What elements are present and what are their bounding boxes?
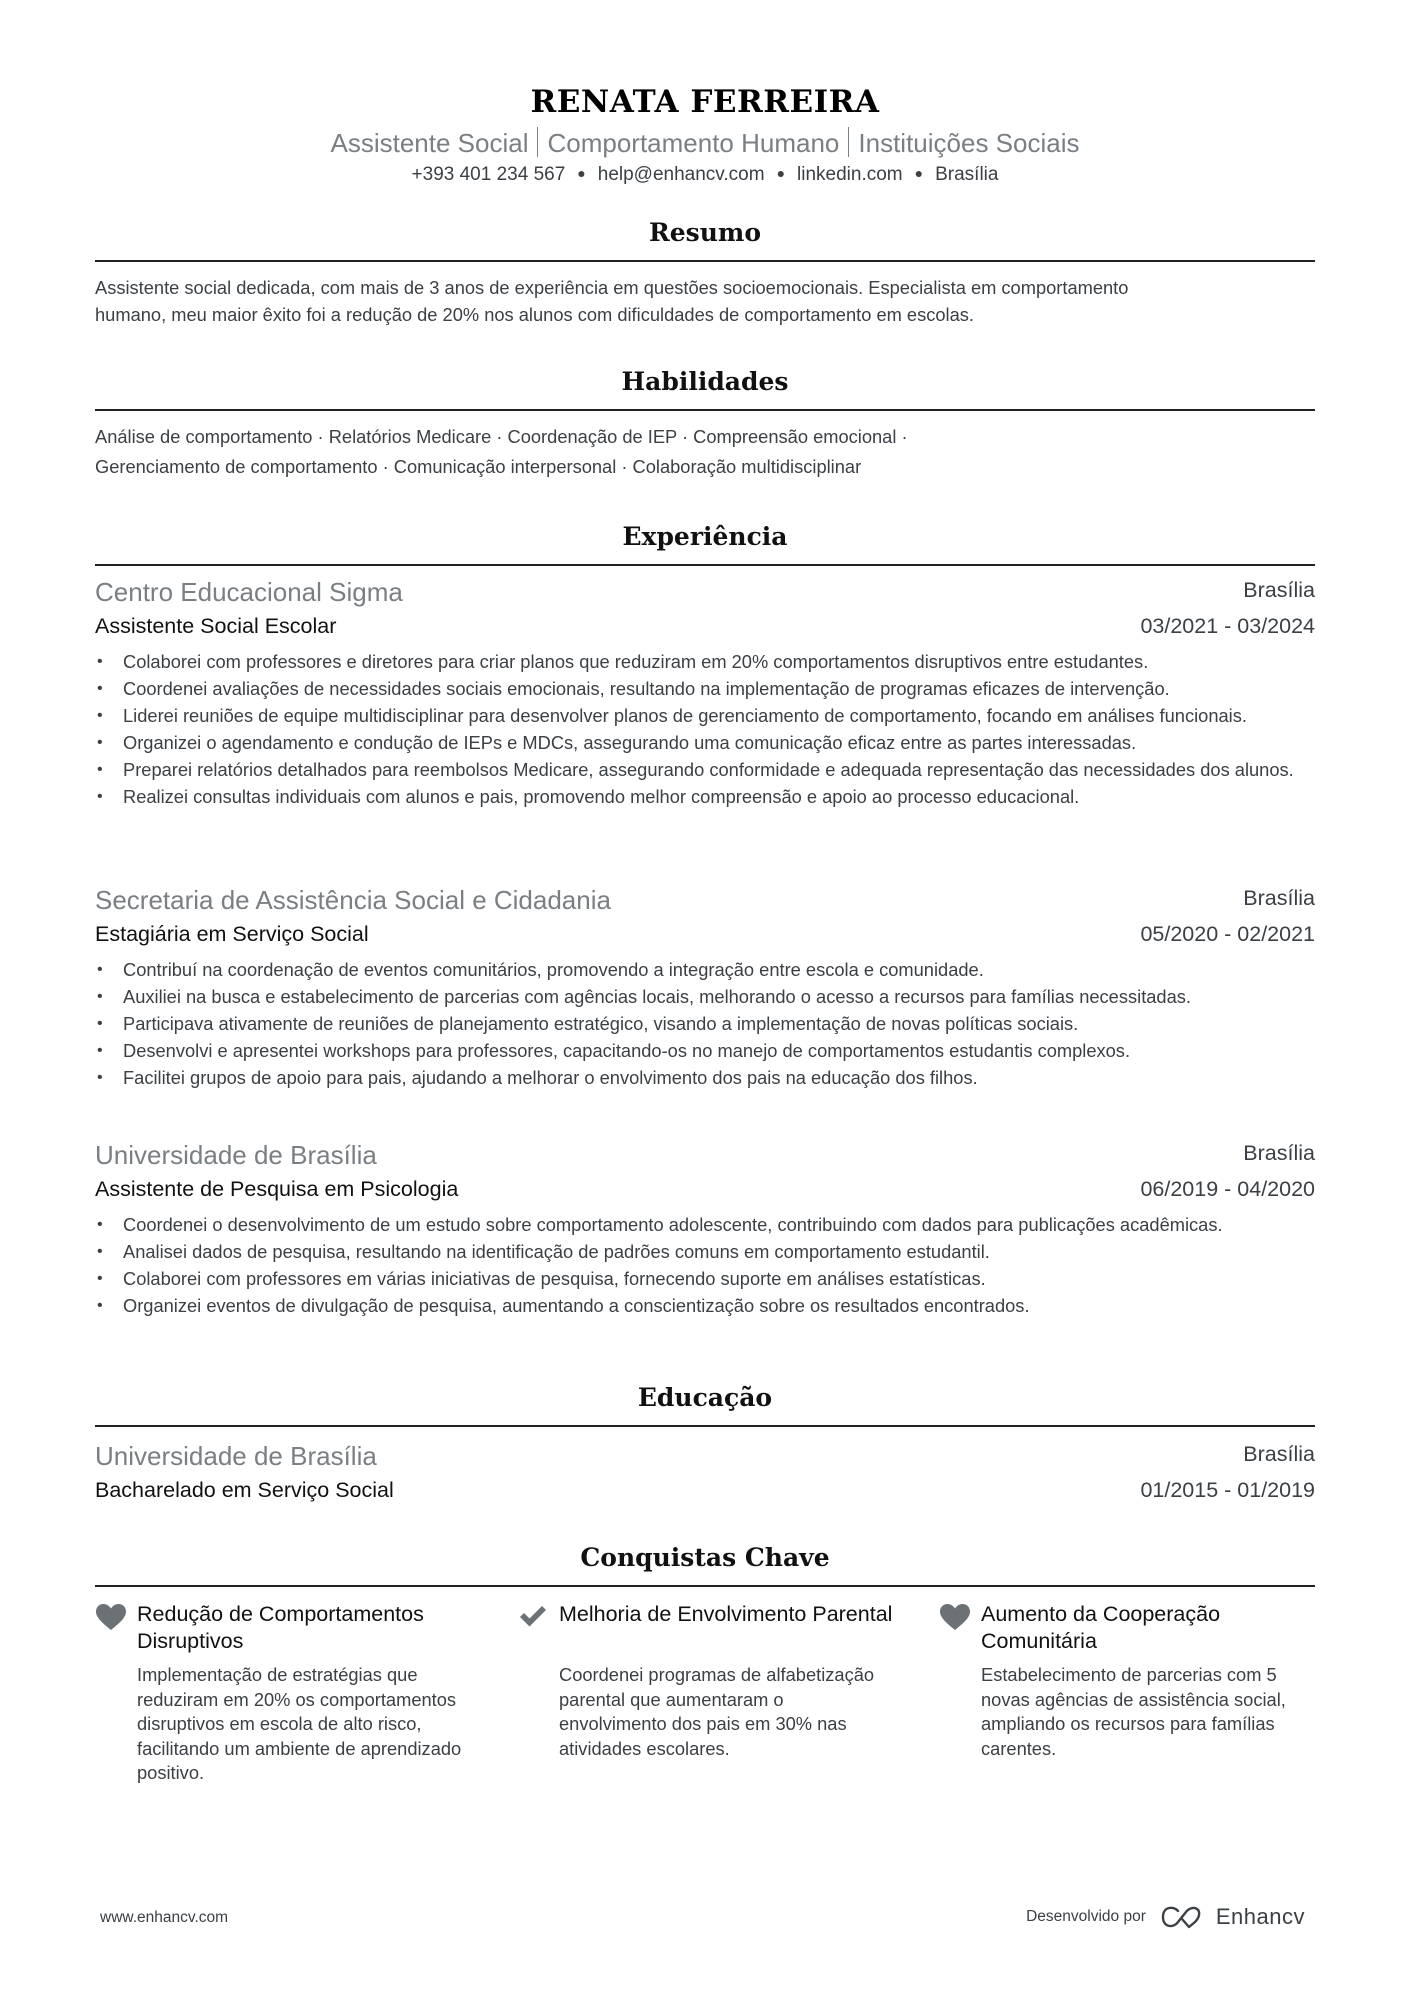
job-dates: 05/2020 - 02/2021 [1140, 922, 1315, 946]
achievement-description: Coordenei programas de alfabetização parental que aumentaram o envolvimento dos pais em 30% nas atividades escolares. [559, 1664, 875, 1759]
bullet-item: • Realizei consultas individuais com alunos e pais, promovendo melhor compreensão e apoio ao processo educacional. [123, 783, 1315, 810]
title-part: Instituições Sociais [858, 128, 1080, 158]
job-bullets [95, 956, 1315, 1091]
skills-line: Gerenciamento de comportamento · Comunicação interpersonal · Colaboração multidisciplinar [95, 456, 862, 477]
degree: Bacharelado em Serviço Social [95, 1478, 394, 1502]
company-name: Universidade de Brasília [95, 1140, 377, 1170]
bullet-item: • Colaborei com professores e diretores para criar planos que reduziram em 20% comportamentos disruptivos entre estudantes. [123, 648, 1315, 675]
section-divider [95, 409, 1315, 411]
company-name: Centro Educacional Sigma [95, 577, 403, 607]
checkmark-icon [517, 1603, 549, 1631]
bullet-item: • Auxiliei na busca e estabelecimento de parcerias com agências locais, melhorando o acesso a recursos para famílias necessitadas. [123, 983, 1315, 1010]
summary-line: Assistente social dedicada, com mais de 3 anos de experiência em questões socioemocionais. Especialista em comportamento [95, 277, 1129, 298]
footer-branding[interactable] [1026, 1904, 1305, 1930]
footer-website-link[interactable]: www.enhancv.com [100, 1909, 229, 1926]
achievement-title: Melhoria de Envolvimento Parental [559, 1602, 893, 1626]
job-dates: 03/2021 - 03/2024 [1140, 614, 1315, 638]
brand-name: Enhancv [1215, 1904, 1305, 1929]
title-separator [537, 127, 538, 157]
title-part: Comportamento Humano [547, 128, 840, 158]
job-dates: 06/2019 - 04/2020 [1140, 1177, 1315, 1201]
bullet-item: • Colaborei com professores em várias iniciativas de pesquisa, fornecendo suporte em análises estatísticas. [123, 1265, 1315, 1292]
phone: +393 401 234 567 [411, 164, 566, 185]
job-location: Brasília [1243, 1141, 1315, 1165]
bullet-item: • Participava ativamente de reuniões de planejamento estratégico, visando a implementação de novas políticas sociais. [123, 1010, 1315, 1037]
separator-dot: ● [776, 165, 786, 181]
heart-icon [939, 1603, 971, 1631]
job-bullets [95, 1211, 1315, 1319]
job-location: Brasília [1243, 886, 1315, 910]
candidate-name: RENATA FERREIRA [530, 84, 880, 120]
skills-line: Análise de comportamento · Relatórios Medicare · Coordenação de IEP · Compreensão emocional · [95, 426, 908, 447]
section-heading-achievements: Conquistas Chave [580, 1543, 830, 1572]
bullet-item: • Facilitei grupos de apoio para pais, ajudando a melhorar o envolvimento dos pais na educação dos filhos. [123, 1064, 1315, 1091]
achievement-description: Estabelecimento de parcerias com 5 novas agências de assistência social, ampliando os recursos para famílias carentes. [981, 1664, 1286, 1759]
section-divider [95, 564, 1315, 566]
heart-icon [95, 1603, 127, 1631]
bullet-item: • Desenvolvi e apresentei workshops para professores, capacitando-os no manejo de comportamentos estudantis complexos. [123, 1037, 1315, 1064]
section-divider [95, 1585, 1315, 1587]
bullet-item: • Organizei o agendamento e condução de IEPs e MDCs, assegurando uma comunicação eficaz entre as partes interessadas. [123, 729, 1315, 756]
candidate-title [95, 127, 1315, 159]
skills-list [95, 422, 1315, 482]
bullet-item: • Organizei eventos de divulgação de pesquisa, aumentando a conscientização sobre os resultados encontrados. [123, 1292, 1315, 1319]
section-heading-summary: Resumo [648, 218, 762, 247]
email-link[interactable]: help@enhancv.com [597, 164, 765, 185]
achievement-title: Aumento da Cooperação Comunitária [981, 1602, 1221, 1653]
title-part: Assistente Social [330, 128, 529, 158]
summary-text [95, 274, 1315, 328]
separator-dot: ● [577, 165, 586, 181]
achievement-description: Implementação de estratégias que reduziram em 20% os comportamentos disruptivos em escola de alto risco, facilitando um ambiente de aprendizado positivo. [137, 1664, 462, 1783]
section-heading-education: Educação [637, 1383, 773, 1412]
linkedin-link[interactable]: linkedin.com [797, 164, 903, 185]
summary-line: humano, meu maior êxito foi a redução de 20% nos alunos com dificuldades de comportamento em escolas. [95, 304, 974, 325]
separator-dot: ● [914, 165, 924, 181]
company-name: Secretaria de Assistência Social e Cidadania [95, 885, 611, 915]
job-location: Brasília [1243, 578, 1315, 602]
bullet-item: • Preparei relatórios detalhados para reembolsos Medicare, assegurando conformidade e adequada representação das necessidades dos alunos. [123, 756, 1315, 783]
section-heading-experience: Experiência [622, 522, 788, 551]
contact-line [95, 164, 1315, 186]
enhancv-logo-icon [1160, 1905, 1206, 1929]
section-divider [95, 260, 1315, 262]
bullet-item: • Contribuí na coordenação de eventos comunitários, promovendo a integração entre escola e comunidade. [123, 956, 1315, 983]
job-bullets [95, 648, 1315, 810]
bullet-item: • Analisei dados de pesquisa, resultando na identificação de padrões comuns em comportamento estudantil. [123, 1238, 1315, 1265]
job-title: Estagiária em Serviço Social [95, 922, 369, 946]
school-name: Universidade de Brasília [95, 1441, 377, 1471]
location: Brasília [935, 164, 999, 185]
job-title: Assistente Social Escolar [95, 614, 337, 638]
bullet-item: • Liderei reuniões de equipe multidisciplinar para desenvolver planos de gerenciamento de comportamento, focando em análises funcionais. [123, 702, 1315, 729]
education-dates: 01/2015 - 01/2019 [1140, 1478, 1315, 1502]
achievement-title: Redução de Comportamentos Disruptivos [137, 1602, 424, 1653]
bullet-item: • Coordenei o desenvolvimento de um estudo sobre comportamento adolescente, contribuindo com dados para publicações acadêmicas. [123, 1211, 1315, 1238]
powered-by-label: Desenvolvido por [1026, 1908, 1146, 1925]
section-heading-skills: Habilidades [621, 367, 789, 396]
bullet-item: • Coordenei avaliações de necessidades sociais emocionais, resultando na implementação de programas eficazes de intervenção. [123, 675, 1315, 702]
job-title: Assistente de Pesquisa em Psicologia [95, 1177, 459, 1201]
title-separator [848, 127, 849, 157]
school-location: Brasília [1243, 1442, 1315, 1466]
section-divider [95, 1425, 1315, 1427]
